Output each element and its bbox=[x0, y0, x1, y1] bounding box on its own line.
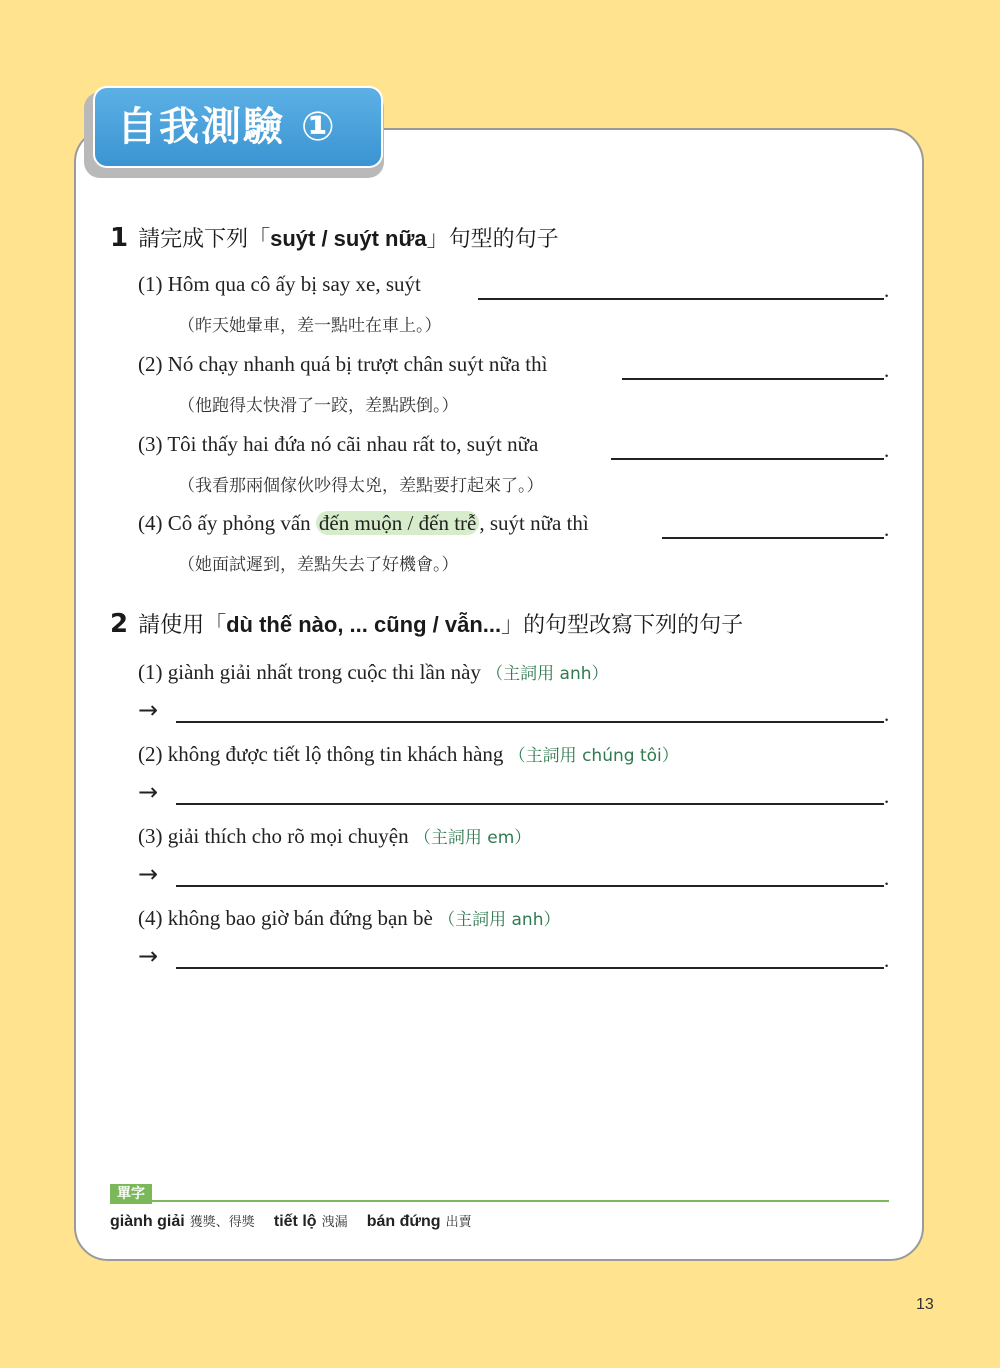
vocab-word: bán đứng bbox=[366, 1213, 441, 1230]
period: . bbox=[884, 517, 890, 541]
s2-answer-blank-4[interactable] bbox=[176, 967, 884, 969]
vocab-word: giành giải bbox=[110, 1213, 185, 1230]
period: . bbox=[884, 784, 890, 808]
s1-item-2: (2) Nó chạy nhanh quá bị trượt chân suýt nữa thì bbox=[138, 352, 548, 376]
s1-translation-4: （她面試遲到，差點失去了好機會。） bbox=[178, 555, 459, 575]
period: . bbox=[884, 948, 890, 972]
page-number: 13 bbox=[916, 1296, 934, 1313]
vocab-meaning: 出賣 bbox=[445, 1215, 472, 1230]
period: . bbox=[884, 438, 890, 462]
section-1-text-after: 」句型的句子 bbox=[426, 227, 559, 252]
s2-item-3-label: (3) giải thích cho rõ mọi chuyện bbox=[138, 824, 409, 848]
arrow-icon: → bbox=[138, 860, 159, 888]
s2-item-2-label: (2) không được tiết lộ thông tin khách hàng bbox=[138, 742, 504, 766]
section-1-number: 1 bbox=[110, 223, 129, 253]
arrow-icon: → bbox=[138, 942, 159, 970]
s1-item-4-post: , suýt nữa thì bbox=[479, 511, 589, 535]
period: . bbox=[884, 278, 890, 302]
period: . bbox=[884, 866, 890, 890]
vocab-word: tiết lộ bbox=[273, 1213, 317, 1230]
s1-item-4-pre: (4) Cô ấy phỏng vấn bbox=[138, 511, 316, 535]
section-1-text-before: 請完成下列「 bbox=[138, 227, 271, 252]
vocab-meaning: 獲獎、得獎 bbox=[189, 1215, 255, 1230]
arrow-icon: → bbox=[138, 696, 159, 724]
s1-answer-blank-2[interactable] bbox=[622, 378, 884, 380]
s2-item-3-hint: （主詞用 em） bbox=[413, 828, 532, 848]
s1-translation-3: （我看那兩個傢伙吵得太兇，差點要打起來了。） bbox=[178, 476, 544, 496]
s2-answer-blank-2[interactable] bbox=[176, 803, 884, 805]
section-1-heading bbox=[110, 222, 559, 253]
arrow-icon: → bbox=[138, 778, 159, 806]
s2-answer-blank-1[interactable] bbox=[176, 721, 884, 723]
s2-answer-blank-3[interactable] bbox=[176, 885, 884, 887]
s1-translation-1: （昨天她暈車，差一點吐在車上。） bbox=[178, 316, 442, 336]
s2-item-2-hint: （主詞用 chúng tôi） bbox=[508, 746, 679, 766]
s2-item-4-hint: （主詞用 anh） bbox=[438, 910, 561, 930]
s2-item-1 bbox=[138, 659, 609, 685]
s1-item-4 bbox=[138, 511, 589, 536]
page-title: 自我測驗 ① bbox=[93, 86, 383, 168]
section-2-text-before: 請使用「 bbox=[138, 613, 227, 638]
section-2-number: 2 bbox=[110, 609, 129, 639]
s1-item-1: (1) Hôm qua cô ấy bị say xe, suýt bbox=[138, 272, 421, 296]
period: . bbox=[884, 358, 890, 382]
s1-answer-blank-3[interactable] bbox=[611, 458, 884, 460]
s1-translation-2: （他跑得太快滑了一跤，差點跌倒。） bbox=[178, 396, 459, 416]
section-2-text-after: 」的句型改寫下列的句子 bbox=[501, 613, 744, 638]
vocab-meaning: 洩漏 bbox=[321, 1215, 348, 1230]
s1-item-4-highlight: đến muộn / đến trễ bbox=[316, 511, 479, 535]
s2-item-3 bbox=[138, 823, 531, 849]
s1-answer-blank-1[interactable] bbox=[478, 298, 884, 300]
s2-item-1-hint: （主詞用 anh） bbox=[486, 664, 609, 684]
period: . bbox=[884, 702, 890, 726]
s1-answer-blank-4[interactable] bbox=[662, 537, 884, 539]
vocab-divider bbox=[152, 1200, 889, 1202]
vocab-tag: 單字 bbox=[110, 1184, 152, 1204]
s2-item-4-label: (4) không bao giờ bán đứng bạn bè bbox=[138, 906, 433, 930]
vocab-list bbox=[110, 1211, 486, 1231]
s1-item-3: (3) Tôi thấy hai đứa nó cãi nhau rất to, suýt nữa bbox=[138, 432, 539, 456]
section-2-heading bbox=[110, 608, 743, 639]
section-2-keyword: dù thế nào, ... cũng / vẫn... bbox=[226, 612, 502, 637]
section-1-keyword: suýt / suýt nữa bbox=[270, 226, 427, 251]
s2-item-4 bbox=[138, 905, 560, 931]
s2-item-1-label: (1) giành giải nhất trong cuộc thi lần này bbox=[138, 660, 481, 684]
s2-item-2 bbox=[138, 741, 679, 767]
